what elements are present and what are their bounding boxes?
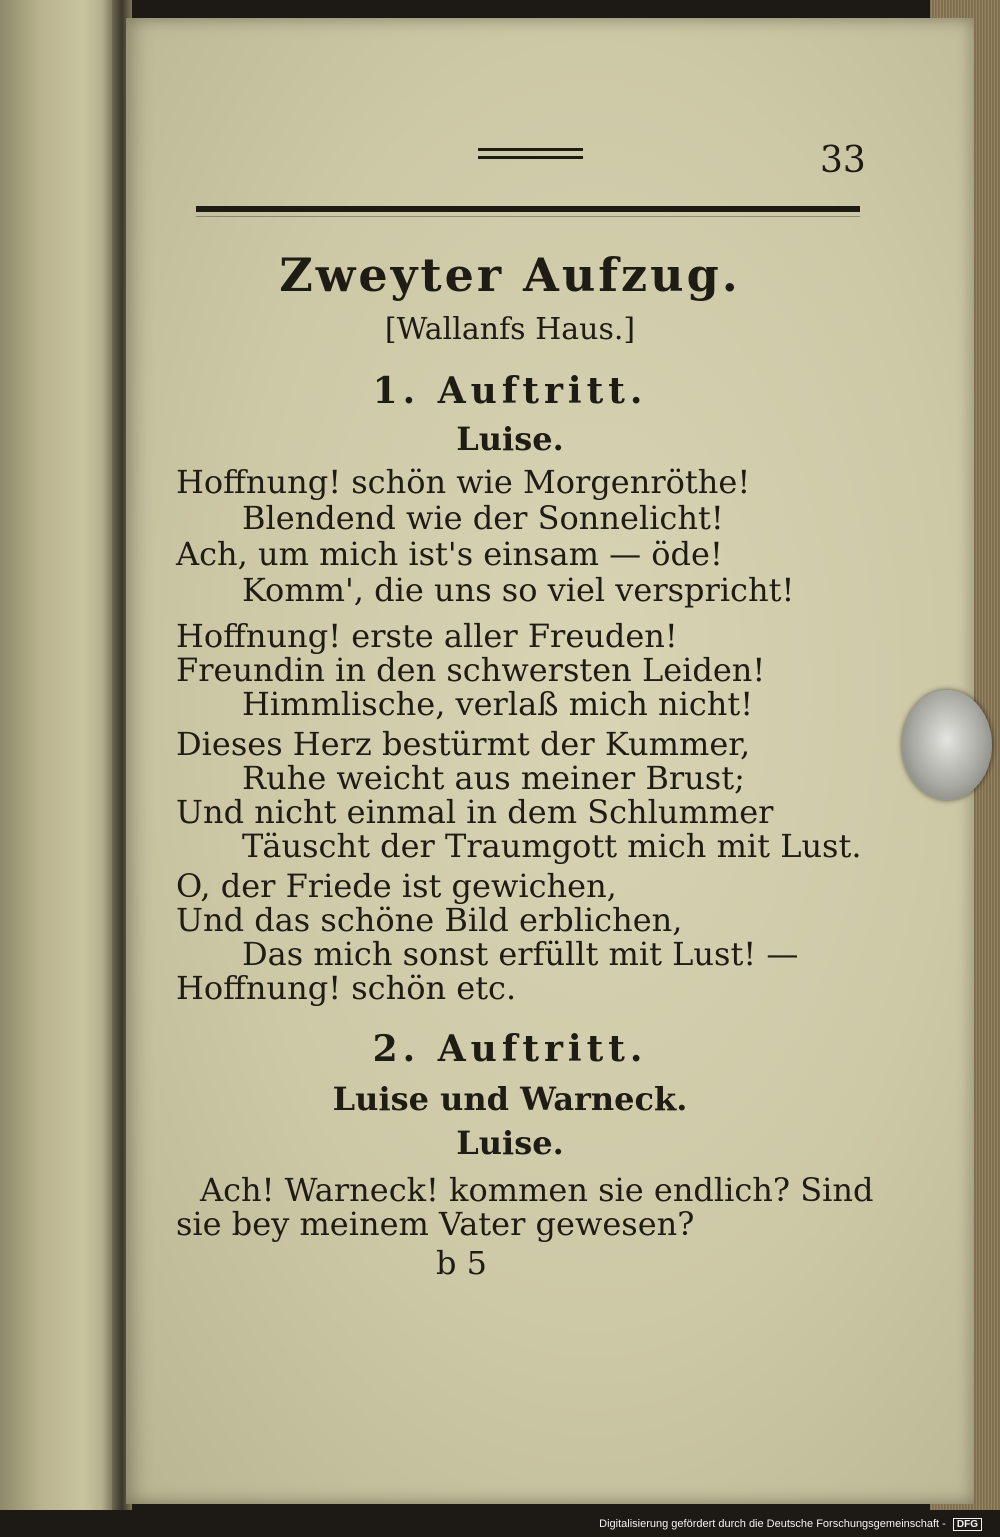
act-title: Zweyter Aufzug. <box>279 248 741 302</box>
scene-2-persons: Luise und Warneck. <box>332 1080 688 1118</box>
page-number: 33 <box>820 140 866 181</box>
verse-line: Ach, um mich ist's einsam — öde! <box>176 535 723 573</box>
header-rule <box>196 206 860 212</box>
verse-line: Hoffnung! erste aller Freuden! <box>176 617 678 655</box>
scene-1-speaker: Luise. <box>456 420 564 458</box>
prose-line: sie bey meinem Vater gewesen? <box>176 1205 695 1243</box>
scene-2-speaker: Luise. <box>456 1124 564 1162</box>
verse-line: Blendend wie der Sonnelicht! <box>242 499 724 537</box>
signature-mark: b 5 <box>436 1244 488 1282</box>
verse-line: Komm', die uns so viel verspricht! <box>242 571 795 609</box>
footer-text: Digitalisierung gefördert durch die Deutsche Forschungsgemeinschaft - <box>599 1518 946 1530</box>
scene-1-title: 1. Auftritt. <box>372 370 648 412</box>
previous-page-edge <box>0 0 120 1510</box>
verse-line: Das mich sonst erfüllt mit Lust! — <box>242 935 799 973</box>
verse-line: Himmlische, verlaß mich nicht! <box>242 685 754 723</box>
verse-line: Und nicht einmal in dem Schlummer <box>176 793 774 831</box>
prose-line: Ach! Warneck! kommen sie endlich? Sind <box>200 1171 874 1209</box>
dfg-logo: DFG <box>953 1518 982 1531</box>
scene-2-title: 2. Auftritt. <box>372 1028 648 1070</box>
verse-line: Täuscht der Traumgott mich mit Lust. <box>242 827 862 865</box>
verse-line: Hoffnung! schön wie Morgenröthe! <box>176 463 751 501</box>
verse-line: Ruhe weicht aus meiner Brust; <box>242 759 745 797</box>
setting-line: [Wallanfs Haus.] <box>384 312 636 347</box>
verse-line: Freundin in den schwersten Leiden! <box>176 651 766 689</box>
verse-line: O, der Friede ist gewichen, <box>176 867 617 905</box>
header-double-rule-top <box>478 148 583 151</box>
verse-line: Und das schöne Bild erblichen, <box>176 901 683 939</box>
verse-line: Dieses Herz bestürmt der Kummer, <box>176 725 751 763</box>
verse-line: Hoffnung! schön etc. <box>176 969 517 1007</box>
digitization-footer <box>599 1518 982 1531</box>
page-holder-clip <box>902 690 992 800</box>
header-double-rule-bottom <box>478 156 583 159</box>
